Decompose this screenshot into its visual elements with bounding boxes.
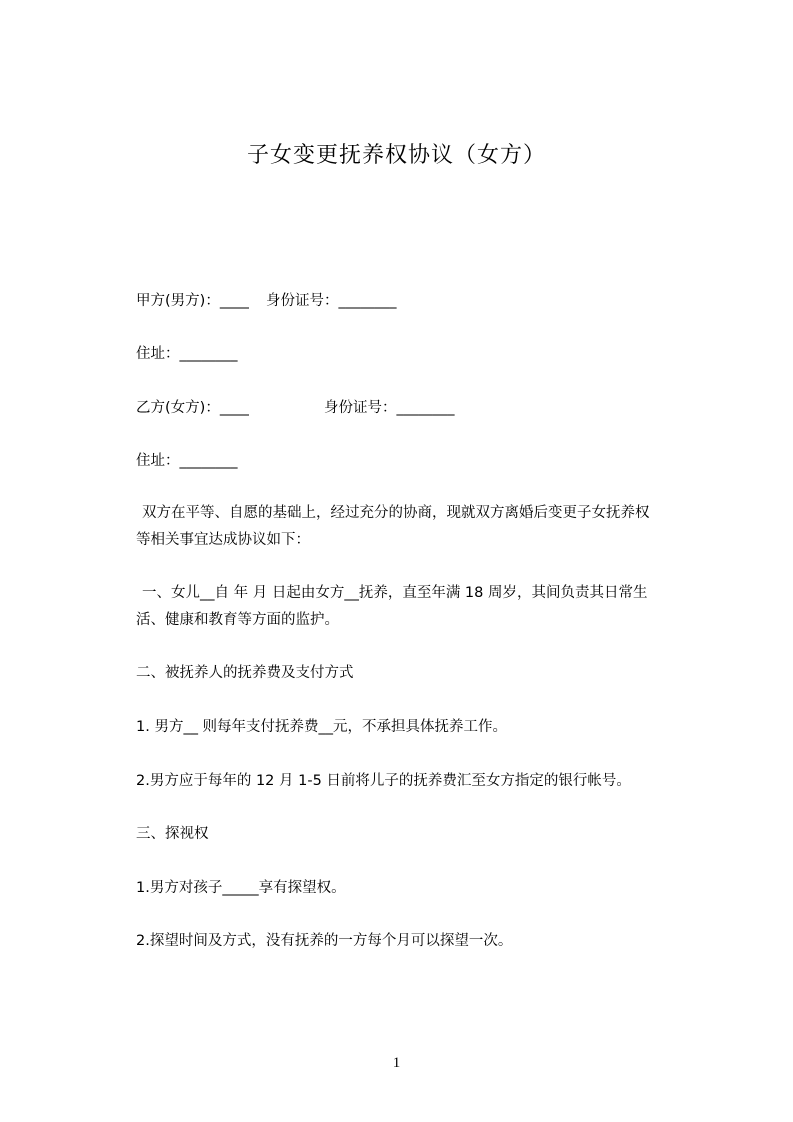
clause-3-item-1: 1.男方对孩子_____享有探望权。 <box>136 880 346 896</box>
party-b-line <box>136 396 455 420</box>
page-title: 子女变更抚养权协议（女方） <box>246 143 546 168</box>
party-b-id-label: 身份证号：________ <box>324 400 455 416</box>
clause-2-heading: 二、被抚养人的抚养费及支付方式 <box>136 665 354 681</box>
clause-1-line-2: 活、健康和教育等方面的监护。 <box>136 612 339 628</box>
clause-1-paragraph <box>136 580 706 634</box>
intro-paragraph <box>136 500 706 554</box>
clause-3-item-2: 2.探望时间及方式，没有抚养的一方每个月可以探望一次。 <box>136 933 513 949</box>
clause-3-heading: 三、探视权 <box>136 826 209 842</box>
intro-line-1: 双方在平等、自愿的基础上，经过充分的协商，现就双方离婚后变更子女抚养权 <box>142 505 650 521</box>
page-number: 1 <box>392 1055 401 1071</box>
party-a-id-label: 身份证号：________ <box>266 293 397 309</box>
party-a-label: 甲方(男方)：____ <box>136 293 249 309</box>
party-b-label: 乙方(女方)：____ <box>136 400 249 416</box>
intro-line-2: 等相关事宜达成协议如下： <box>136 532 310 548</box>
clause-2-item-1: 1. 男方__ 则每年支付抚养费__元，不承担具体抚养工作。 <box>136 719 508 735</box>
clause-1-line-1: 一、女儿__自 年 月 日起由女方__抚养，直至年满 18 周岁，其间负责其日常生 <box>142 585 648 601</box>
clause-2-item-2: 2.男方应于每年的 12 月 1-5 日前将儿子的抚养费汇至女方指定的银行帐号。 <box>136 773 631 789</box>
party-a-address: 住址：________ <box>136 346 238 362</box>
party-b-address: 住址：________ <box>136 453 238 469</box>
party-a-line <box>136 289 397 313</box>
